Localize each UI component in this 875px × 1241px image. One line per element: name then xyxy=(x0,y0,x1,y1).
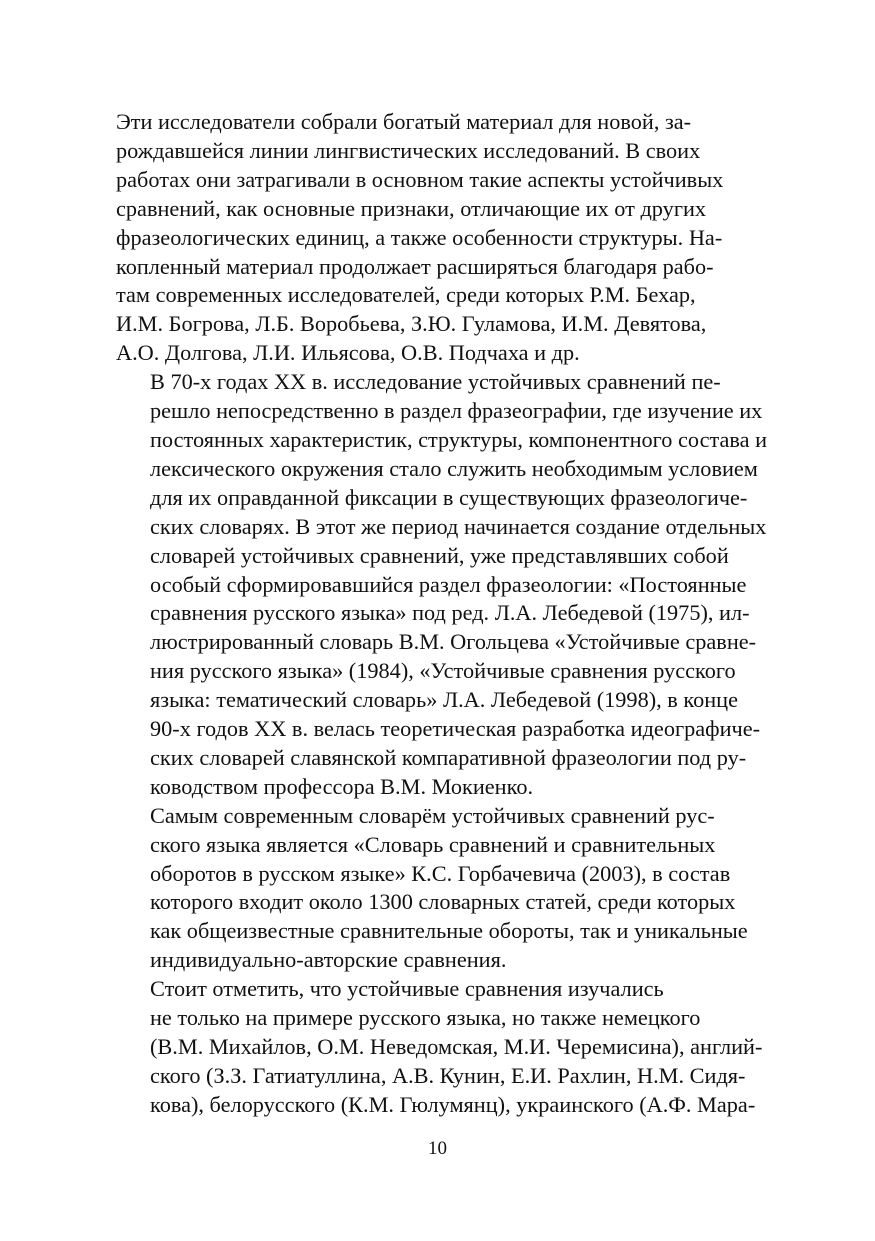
text-line: особый сформировавшийся раздел фразеологии: «Постоянные xyxy=(150,571,747,597)
paragraph-1 xyxy=(116,108,776,368)
page-body xyxy=(116,108,776,1120)
text-line: ских словарей славянской компаративной фразеологии под ру- xyxy=(150,744,747,770)
text-line: там современных исследователей, среди которых Р.М. Бехар, xyxy=(116,282,696,308)
text-line: В 70-х годах XX в. исследование устойчивых сравнений пе- xyxy=(150,369,721,395)
text-line: сравнений, как основные признаки, отличающие их от других xyxy=(116,195,707,221)
text-line: словарей устойчивых сравнений, уже представлявших собой xyxy=(150,542,729,568)
text-line: А.О. Долгова, Л.И. Ильясова, О.В. Подчаха и др. xyxy=(116,340,580,366)
paragraph-2 xyxy=(116,368,776,802)
text-line: оборотов в русском языке» К.С. Горбачевича (2003), в состав xyxy=(150,860,731,886)
text-line: не только на примере русского языка, но также немецкого xyxy=(150,1005,701,1031)
text-line: решло непосредственно в раздел фразеографии, где изучение их xyxy=(150,398,763,424)
text-line: постоянных характеристик, структуры, компонентного состава и xyxy=(150,426,768,452)
paragraph-4 xyxy=(116,975,776,1120)
text-line: (В.М. Михайлов, О.М. Неведомская, М.И. Черемисина), англий- xyxy=(150,1034,763,1059)
text-line: сравнения русского языка» под ред. Л.А. Лебедевой (1975), ил- xyxy=(150,600,750,626)
text-line: Эти исследователи собрали богатый материал для новой, за- xyxy=(116,109,692,134)
paragraph-3 xyxy=(116,802,776,975)
text-line: копленный материал продолжает расширяться благодаря рабо- xyxy=(116,253,714,279)
text-line: Самым современным словарём устойчивых сравнений рус- xyxy=(150,802,715,828)
text-line: ских словарях. В этот же период начинается создание отдельных xyxy=(150,513,767,539)
text-line: работах они затрагивали в основном такие аспекты устойчивых xyxy=(116,166,724,192)
text-line: ского языка является «Словарь сравнений и сравнительных xyxy=(150,831,716,857)
text-line: ского (З.З. Гатиатуллина, А.В. Кунин, Е.И. Рахлин, Н.М. Сидя- xyxy=(150,1062,746,1088)
text-line: люстрированный словарь В.М. Огольцева «Устойчивые сравне- xyxy=(150,629,757,655)
page-number: 10 xyxy=(428,1138,447,1159)
text-line: И.М. Богрова, Л.Б. Воробьева, З.Ю. Гуламова, И.М. Девятова, xyxy=(116,311,707,337)
text-line: которого входит около 1300 словарных статей, среди которых xyxy=(150,889,736,915)
text-line: фразеологических единиц, а также особенности структуры. На- xyxy=(116,224,723,250)
text-line: для их оправданной фиксации в существующих фразеологиче- xyxy=(150,484,748,510)
text-line: рождавшейся линии лингвистических исследований. В своих xyxy=(116,137,701,163)
text-line: языка: тематический словарь» Л.А. Лебедевой (1998), в конце xyxy=(150,687,739,713)
text-line: ководством профессора В.М. Мокиенко. xyxy=(150,773,534,799)
text-line: индивидуально-авторские сравнения. xyxy=(150,947,507,973)
text-line: 90-х годов XX в. велась теоретическая разработка идеографиче- xyxy=(150,716,761,742)
text-line: ния русского языка» (1984), «Устойчивые сравнения русского xyxy=(150,658,736,684)
text-line: лексического окружения стало служить необходимым условием xyxy=(150,455,758,481)
text-line: Стоит отметить, что устойчивые сравнения изучались xyxy=(150,976,664,1002)
text-line: кова), белорусского (К.М. Гюлумянц), украинского (А.Ф. Мара- xyxy=(150,1091,756,1117)
text-line: как общеизвестные сравнительные обороты, так и уникальные xyxy=(150,918,748,944)
